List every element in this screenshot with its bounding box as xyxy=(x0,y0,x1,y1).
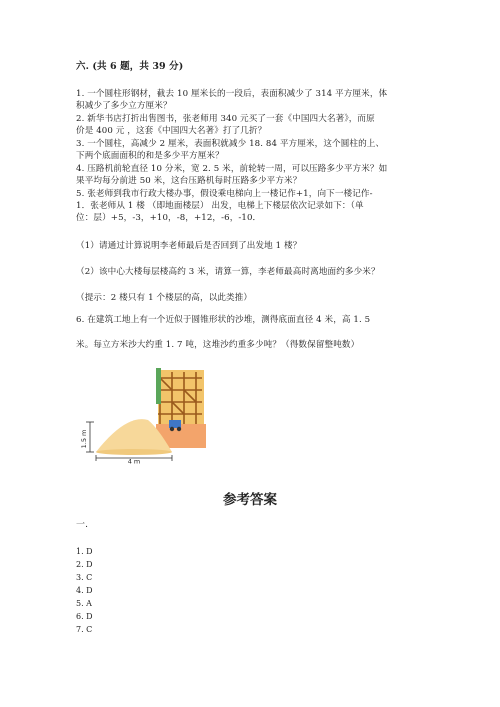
question-5-subquestion-2: （2）该中心大楼每层楼高约 3 米，请算一算，李老师最高时离地面约多少米？ xyxy=(76,267,380,277)
question-1-line-2: 积减少了多少立方厘米？ xyxy=(76,101,172,111)
question-1-line-1: 1. 一个圆柱形钢材，截去 10 厘米长的一段后，表面积减少了 314 平方厘米，体 xyxy=(76,89,388,99)
section-heading: 六. (共 6 题，共 39 分) xyxy=(76,61,184,72)
question-5-subquestion-1: （1）请通过计算说明李老师最后是否回到了出发地 1 楼？ xyxy=(76,241,302,251)
answers-section-label: 一. xyxy=(76,520,89,530)
question-2-line-2: 价是 400 元 ，这套《中国四大名著》打了几折？ xyxy=(76,126,267,136)
question-4-line-2: 果平均每分前进 50 米，这台压路机每时压路多少平方米？ xyxy=(76,176,302,186)
question-5-hint: （提示：2 楼只有 1 个楼层的高，以此类推） xyxy=(76,293,253,303)
question-3-line-2: 下两个底面面积的和是多少平方厘米？ xyxy=(76,151,224,161)
sand-pile-figure xyxy=(76,368,206,466)
answer-item: 5. A xyxy=(76,599,92,608)
answer-item: 4. D xyxy=(76,586,93,595)
green-tarp xyxy=(156,368,161,404)
sand-pile-illustration xyxy=(76,368,206,466)
answer-item: 6. D xyxy=(76,612,93,621)
cart-icon xyxy=(169,420,181,428)
height-label: 1.5 m xyxy=(80,429,88,449)
answer-item: 7. C xyxy=(76,625,93,634)
question-6-line-1: 6. 在建筑工地上有一个近似于圆锥形状的沙堆，测得底面直径 4 米，高 1. 5 xyxy=(76,315,371,325)
question-6-line-2: 米。每立方米沙大约重 1. 7 吨，这堆沙约重多少吨？（得数保留整吨数） xyxy=(76,340,360,350)
question-3-line-1: 3. 一个圆柱，高减少 2 厘米，表面积就减少 18. 84 平方厘米，这个圆柱的上、 xyxy=(76,139,385,149)
answers-title: 参考答案 xyxy=(223,492,277,508)
question-2-line-1: 2. 新华书店打折出售图书，张老师用 340 元买了一套《中国四大名著》，而原 xyxy=(76,114,375,124)
answer-item: 1. D xyxy=(76,547,93,556)
question-5-line-3: 位：层）+5，-3，+10，-8，+12，-6，-10． xyxy=(76,213,262,223)
answer-item: 2. D xyxy=(76,560,93,569)
width-label: 4 m xyxy=(127,457,141,466)
question-4-line-1: 4. 压路机前轮直径 10 分米，宽 2. 5 米，前轮转一周，可以压路多少平方米？如 xyxy=(76,164,388,174)
question-5-line-1: 5. 张老师到我市行政大楼办事，假设乘电梯向上一楼记作+1，向下一楼记作- xyxy=(76,189,373,199)
answer-item: 3. C xyxy=(76,573,93,582)
question-5-line-2: 1．张老师从 1 楼 （即地面楼层） 出发，电梯上下楼层依次记录如下：（单 xyxy=(76,201,364,211)
